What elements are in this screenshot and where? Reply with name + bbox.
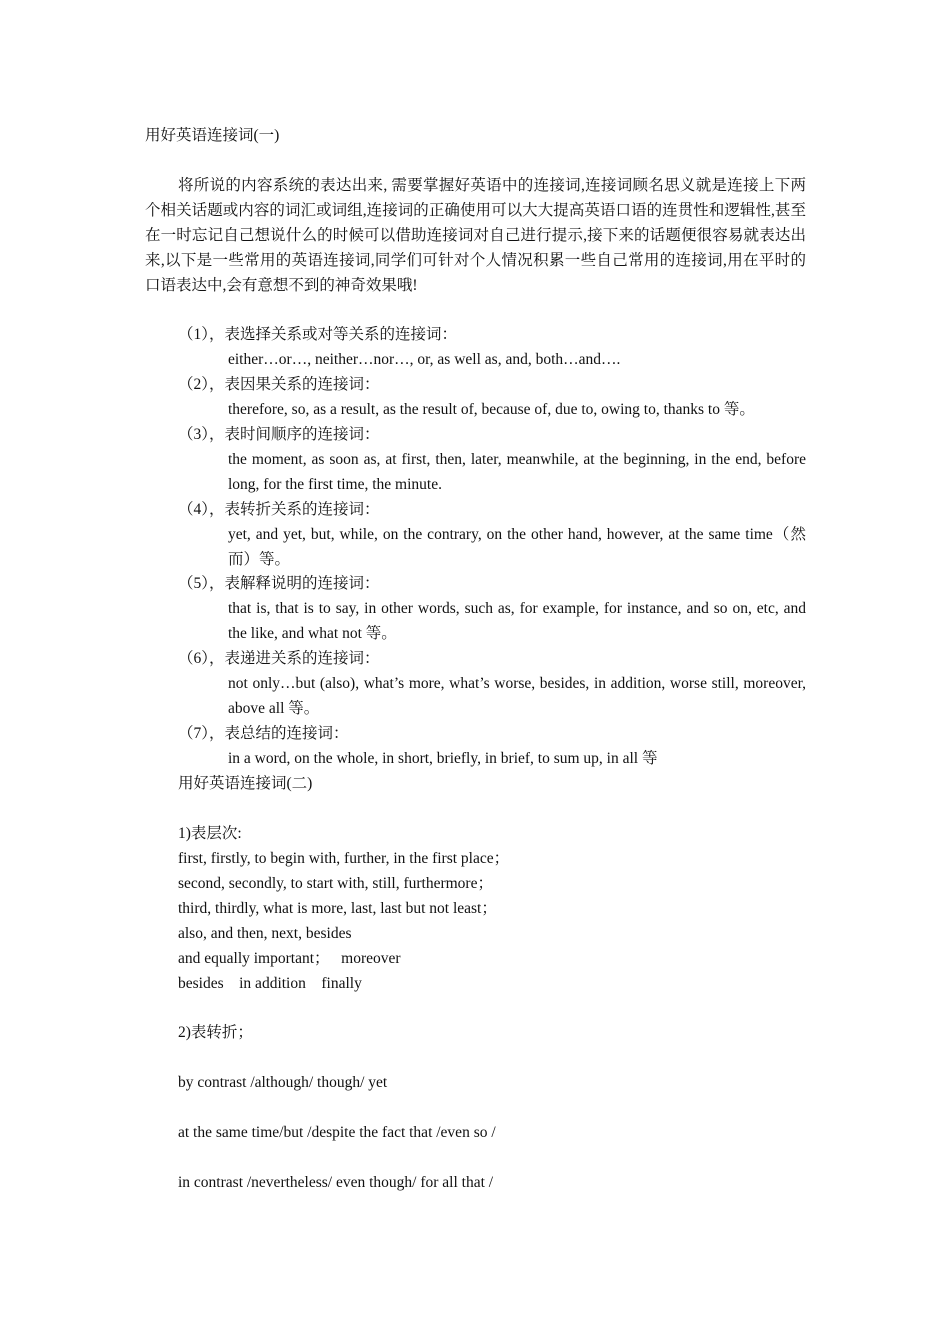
part1-line: also, and then, next, besides bbox=[178, 925, 352, 942]
document-title-2: 用好英语连接词(二) bbox=[178, 775, 313, 792]
section-words-4: yet, and yet, but, while, on the contrary, on the other hand, however, at the same time（然而）等。 bbox=[228, 526, 806, 568]
section-words-6: not only…but (also), what’s more, what’s worse, besides, in addition, worse still, moreover, above all 等。 bbox=[228, 675, 806, 717]
section-heading-5: （5），表解释说明的连接词： bbox=[178, 575, 380, 592]
section-words-7: in a word, on the whole, in short, briefly, in brief, to sum up, in all 等 bbox=[228, 750, 658, 767]
part1-heading: 1)表层次: bbox=[178, 825, 242, 842]
section-words-3: the moment, as soon as, at first, then, later, meanwhile, at the beginning, in the end, before long, for the first time, the minute. bbox=[228, 451, 806, 493]
section-heading-2: （2），表因果关系的连接词： bbox=[178, 376, 380, 393]
section-words-2: therefore, so, as a result, as the result of, because of, due to, owing to, thanks to 等。 bbox=[228, 401, 755, 418]
part2-line: by contrast /although/ though/ yet bbox=[178, 1074, 388, 1091]
section-heading-3: （3），表时间顺序的连接词： bbox=[178, 426, 380, 443]
part2-heading: 2)表转折； bbox=[178, 1024, 253, 1041]
intro-paragraph: 将所说的内容系统的表达出来, 需要掌握好英语中的连接词,连接词顾名思义就是连接上下两个相关话题或内容的词汇或词组,连接词的正确使用可以大大提高英语口语的连贯性和逻辑性,甚至在一时忘记自己想说什么的时候可以借助连接词对自己进行提示,接下来的话题便很容易就表达出来,以下是一些常用的英语连接词,同学们可针对个人情况积累一些自己常用的连接词,用在平时的口语表达中,会有意想不到的神奇效果哦! bbox=[145, 177, 806, 294]
section-heading-4: （4），表转折关系的连接词： bbox=[178, 501, 380, 518]
section-heading-7: （7），表总结的连接词： bbox=[178, 725, 349, 742]
section-words-1: either…or…, neither…nor…, or, as well as, and, both…and…. bbox=[228, 351, 621, 368]
part1-line: first, firstly, to begin with, further, in the first place； bbox=[178, 850, 510, 867]
section-words-5: that is, that is to say, in other words, such as, for example, for instance, and so on, etc, and the like, and what not 等。 bbox=[228, 600, 806, 642]
part1-line: third, thirdly, what is more, last, last but not least； bbox=[178, 900, 497, 917]
part2-line: at the same time/but /despite the fact that /even so / bbox=[178, 1124, 496, 1141]
section-heading-6: （6），表递进关系的连接词： bbox=[178, 650, 380, 667]
part1-line: second, secondly, to start with, still, furthermore； bbox=[178, 875, 493, 892]
part1-line: besides in addition finally bbox=[178, 975, 362, 992]
part1-line: and equally important； moreover bbox=[178, 950, 401, 967]
section-heading-1: （1），表选择关系或对等关系的连接词： bbox=[178, 326, 458, 343]
document-title-1: 用好英语连接词(一) bbox=[145, 127, 280, 144]
part2-line: in contrast /nevertheless/ even though/ for all that / bbox=[178, 1174, 494, 1191]
